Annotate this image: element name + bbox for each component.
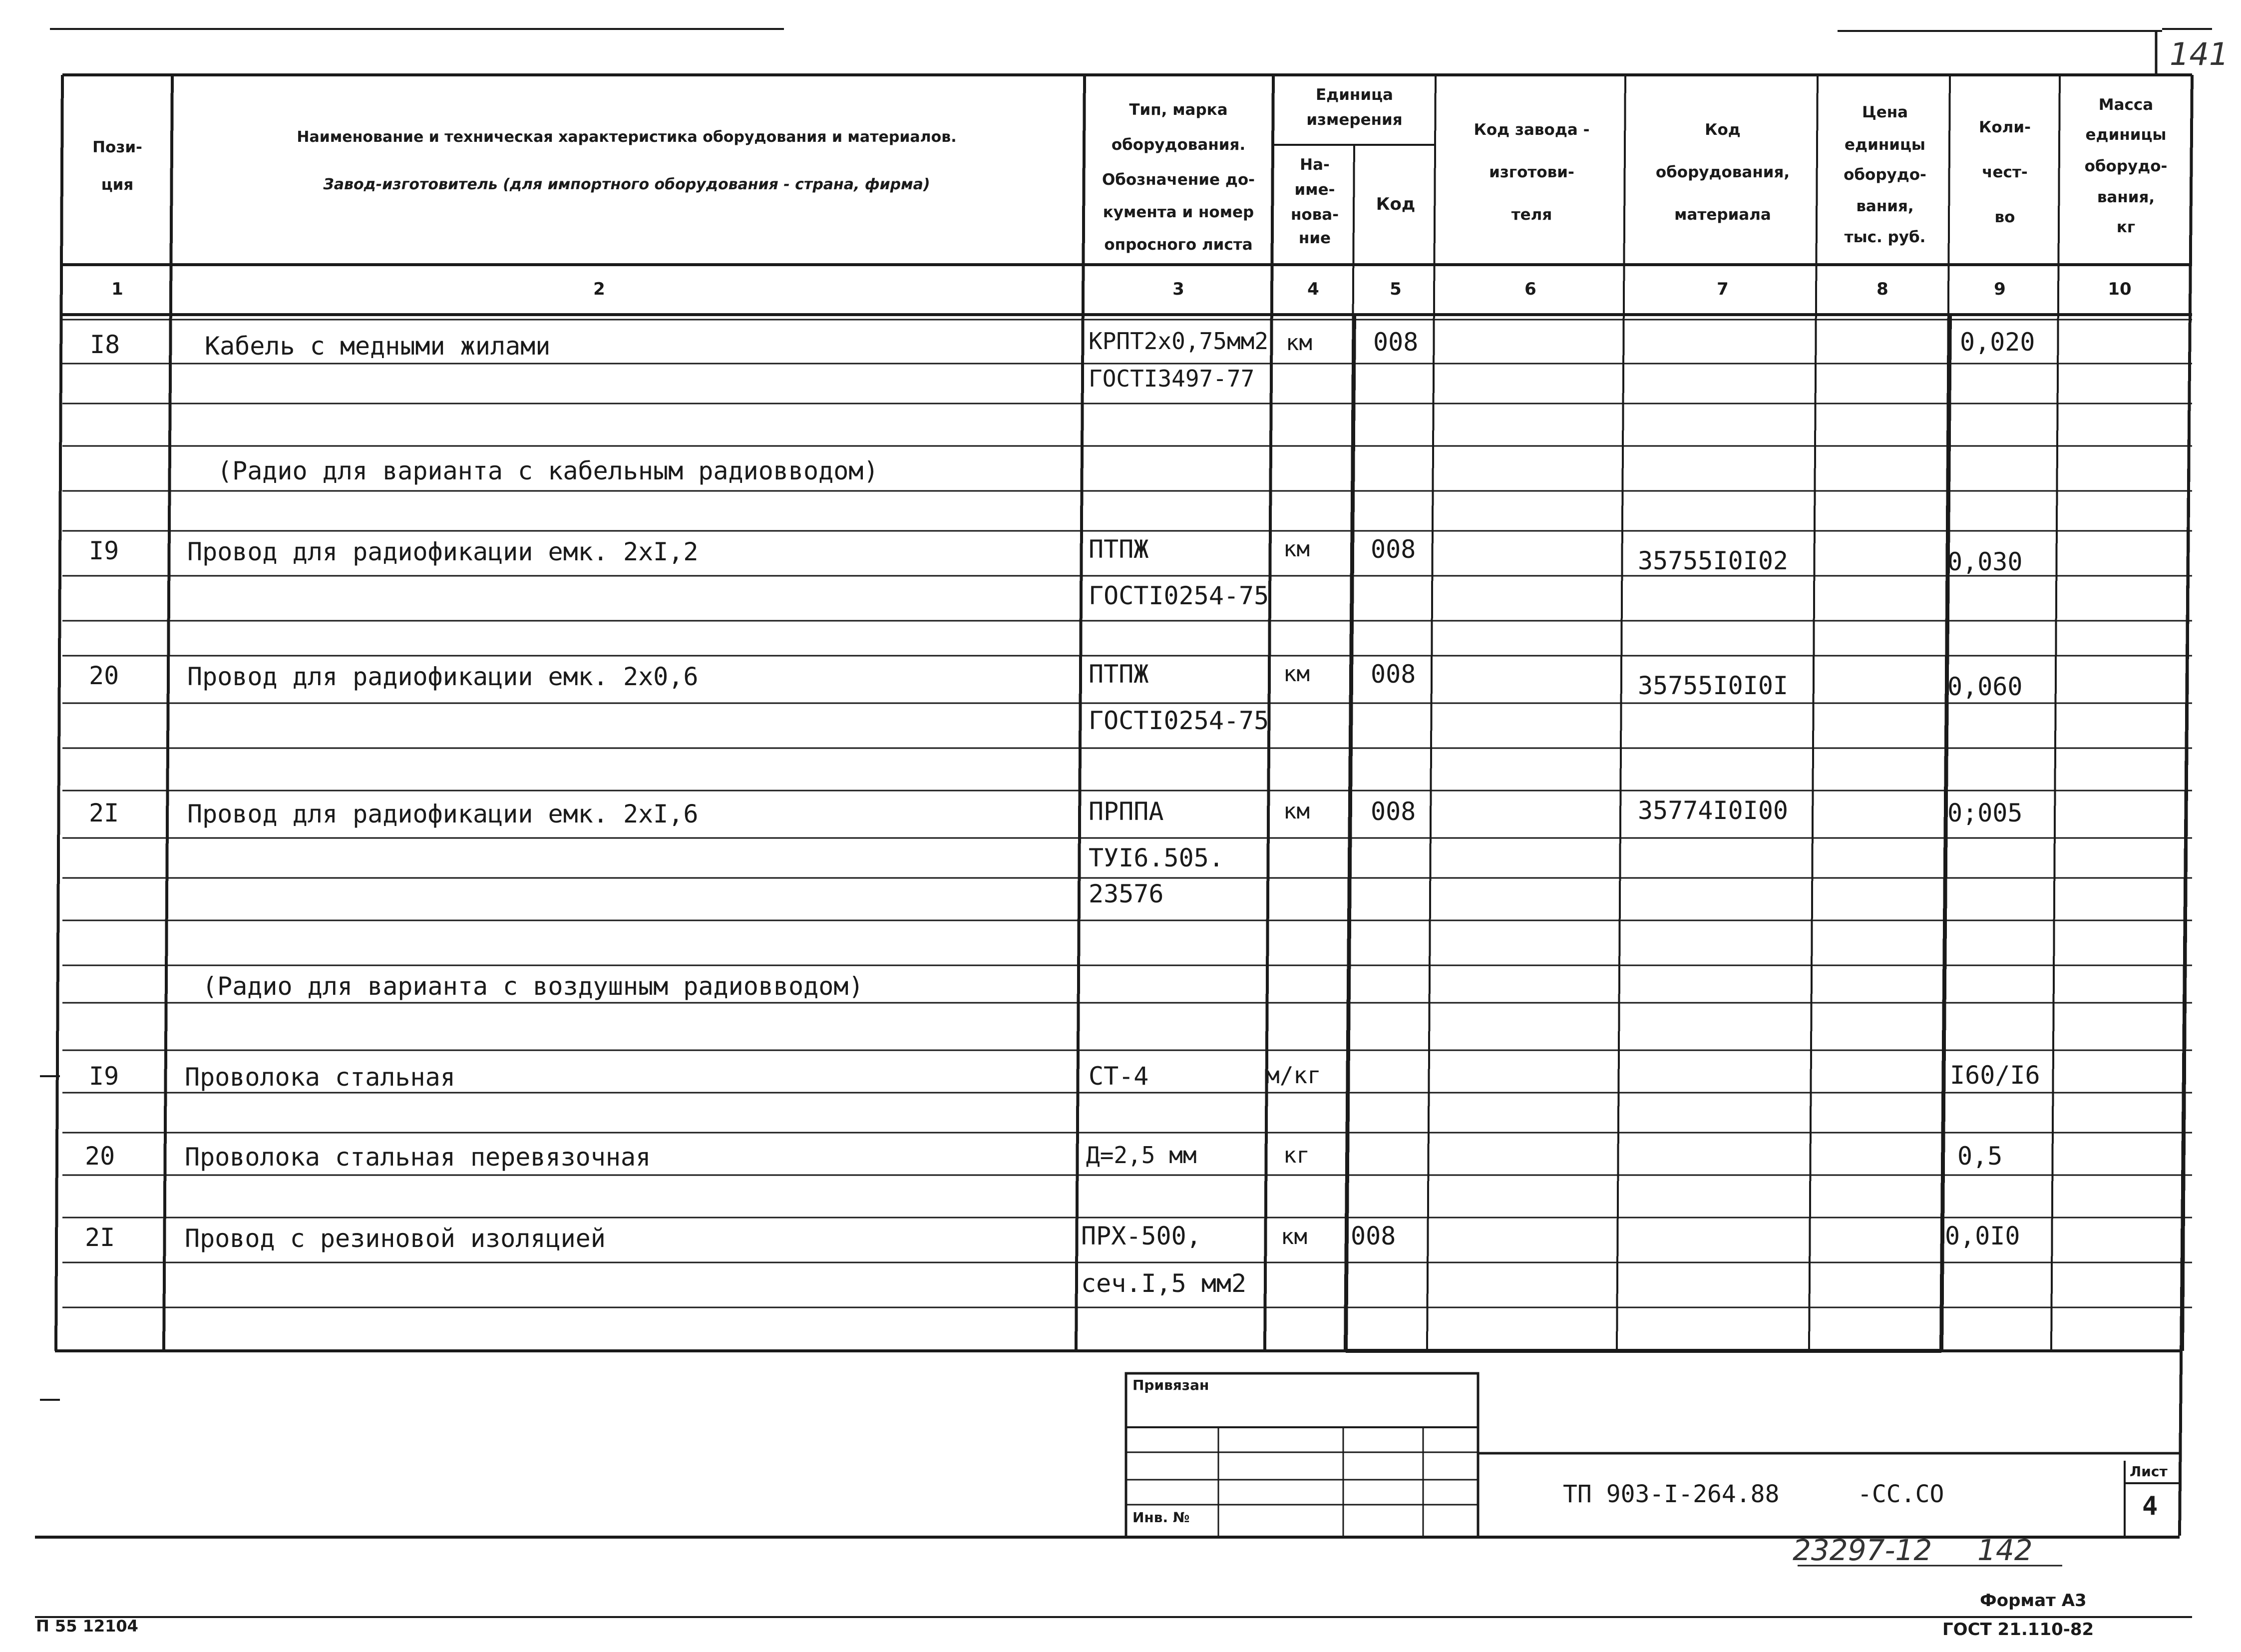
row2-qty: 0,030 [1947,547,2023,576]
column-number-1: 1 [111,279,123,299]
corner-sheet-number: 141 [2170,36,2229,72]
header-col10-line1: Масса [2098,96,2154,114]
row5-qty: I60/I6 [1950,1061,2040,1090]
column-number-6: 6 [1524,279,1536,299]
row2-type-line2: ГОСТI0254-75 [1089,581,1269,610]
column-number-4: 4 [1307,279,1319,299]
header-col10-line3: оборудо- [2084,157,2168,175]
header-col10-line5: кг [2116,218,2136,236]
row1-code: 008 [1373,328,1419,357]
column-number-10: 10 [2108,279,2132,299]
row3-code: 008 [1371,660,1416,689]
row3-qty: 0,060 [1947,672,2023,701]
sheet-label: Лист [2130,1463,2168,1480]
header-col9-line2: чест- [1982,163,2028,181]
header-col1-line2: ция [101,176,134,194]
header-unit-group-line2: измерения [1306,111,1403,129]
row2-material-code: 35755I0I02 [1638,546,1789,575]
row1-unit: км [1286,330,1312,356]
row2-type-line1: ПТПЖ [1089,535,1149,564]
header-col3-line4: кумента и номер [1103,203,1254,221]
row3-material-code: 35755I0I0I [1638,671,1789,700]
row5-position: I9 [89,1062,119,1091]
header-col10-line2: единицы [2085,126,2167,144]
row6-unit: кг [1283,1143,1310,1168]
doc-suffix: -СС.СО [1858,1480,1944,1508]
header-col9-line3: во [1994,208,2015,226]
row4-qty: 0;005 [1947,799,2023,827]
row3-name: Провод для радиофикации емк. 2х0,6 [187,662,699,691]
row4-type-line3: 23576 [1089,879,1164,908]
header-col4-line3: нова- [1290,206,1339,224]
row7-unit: км [1281,1224,1307,1249]
handwritten-code: 23297-12 [1793,1533,1932,1567]
sheet-number: 4 [2142,1491,2158,1521]
header-col8-line1: Цена [1862,103,1908,121]
header-col7-line2: оборудования, [1655,163,1790,181]
header-col4-line1: На- [1300,156,1330,174]
row4-type-line2: ТУI6.505. [1089,843,1224,872]
column-number-5: 5 [1390,279,1402,299]
row4-code: 008 [1371,797,1416,826]
row5-unit: м/кг [1266,1062,1321,1089]
header-col4-line4: ние [1298,229,1331,247]
row7-qty: 0,0I0 [1945,1222,2020,1250]
row3-unit: км [1283,661,1310,687]
format-label: Формат А3 [1980,1591,2087,1611]
row5-name: Проволока стальная [185,1063,455,1092]
header-col6-line2: изготови- [1489,163,1574,181]
header-col3-line3: Обозначение до- [1102,171,1255,189]
column-number-3: 3 [1172,279,1184,299]
header-col7-line1: Код [1705,121,1741,139]
header-col5: Код [1376,194,1416,214]
header-col4-line2: име- [1294,181,1335,199]
column-number-9: 9 [1994,279,2006,299]
header-col8-line4: вания, [1856,197,1914,215]
row6-qty: 0,5 [1957,1142,2003,1171]
header-unit-group-line1: Единица [1316,86,1393,104]
header-col3-line1: Тип, марка [1129,101,1228,119]
row2-code: 008 [1371,535,1416,564]
row4-unit: км [1283,799,1310,824]
row7-position: 2I [85,1223,115,1252]
header-col8-line3: оборудо- [1844,166,1926,184]
row1-type-line1: КРПТ2х0,75мм2 [1089,328,1269,355]
section-cable-heading: (Радио для варианта с кабельным радиовводом) [217,456,879,485]
doc-code: ТП 903-I-264.88 [1563,1480,1780,1508]
gost-label: ГОСТ 21.110-82 [1942,1620,2094,1640]
column-number-7: 7 [1717,279,1729,299]
handwritten-page: 142 [1977,1533,2033,1567]
row2-name: Провод для радиофикации емк. 2хI,2 [187,537,699,566]
header-col8-line5: тыс. руб. [1844,228,1926,246]
row7-type-line2: сеч.I,5 мм2 [1081,1269,1247,1298]
header-col10-line4: вания, [2097,188,2155,206]
header-col8-line2: единицы [1845,136,1925,154]
row3-type-line2: ГОСТI0254-75 [1089,706,1269,735]
row5-type-line1: СТ-4 [1089,1062,1149,1091]
header-col7-line3: материала [1674,206,1771,224]
row4-position: 2I [89,799,119,827]
row7-type-line1: ПРХ-500, [1081,1222,1201,1250]
row4-material-code: 35774I0I00 [1638,796,1789,825]
row3-type-line1: ПТПЖ [1089,660,1149,689]
row7-code: 008 [1351,1222,1396,1250]
row1-qty: 0,020 [1960,328,2035,357]
header-col3-line5: опросного листа [1104,236,1253,254]
column-number-2: 2 [593,279,605,299]
row2-unit: км [1283,536,1310,562]
row1-type-line2: ГОСТI3497-77 [1089,365,1255,392]
header-col9-line1: Коли- [1979,118,2031,136]
column-number-8: 8 [1876,279,1888,299]
row4-type-line1: ПРППА [1089,797,1164,826]
header-col2-line2: Завод-изготовитель (для импортного оборудования - страна, фирма) [323,176,930,193]
header-col6-line1: Код завода - [1474,121,1590,139]
row6-name: Проволока стальная перевязочная [185,1143,651,1172]
row1-position: I8 [90,330,120,359]
header-col3-line2: оборудования. [1111,136,1246,154]
row6-position: 20 [85,1142,115,1171]
stamp-privyazan-label: Привязан [1132,1377,1209,1393]
row6-type-line1: Д=2,5 мм [1086,1142,1197,1169]
stamp-inv-label: Инв. № [1132,1509,1190,1526]
left-code: П 55 12104 [36,1617,138,1636]
row4-name: Провод для радиофикации емк. 2хI,6 [187,800,699,828]
header-col1-line1: Пози- [92,138,142,156]
row3-position: 20 [89,661,119,690]
section-air-heading: (Радио для варианта с воздушным радиовводом) [202,972,864,1001]
header-col2-line1: Наименование и техническая характеристика оборудования и материалов. [297,128,957,146]
header-col6-line3: теля [1511,206,1552,224]
row2-position: I9 [89,536,119,565]
row1-name: Кабель с медными жилами [205,332,551,361]
row7-name: Провод с резиновой изоляцией [185,1224,606,1253]
